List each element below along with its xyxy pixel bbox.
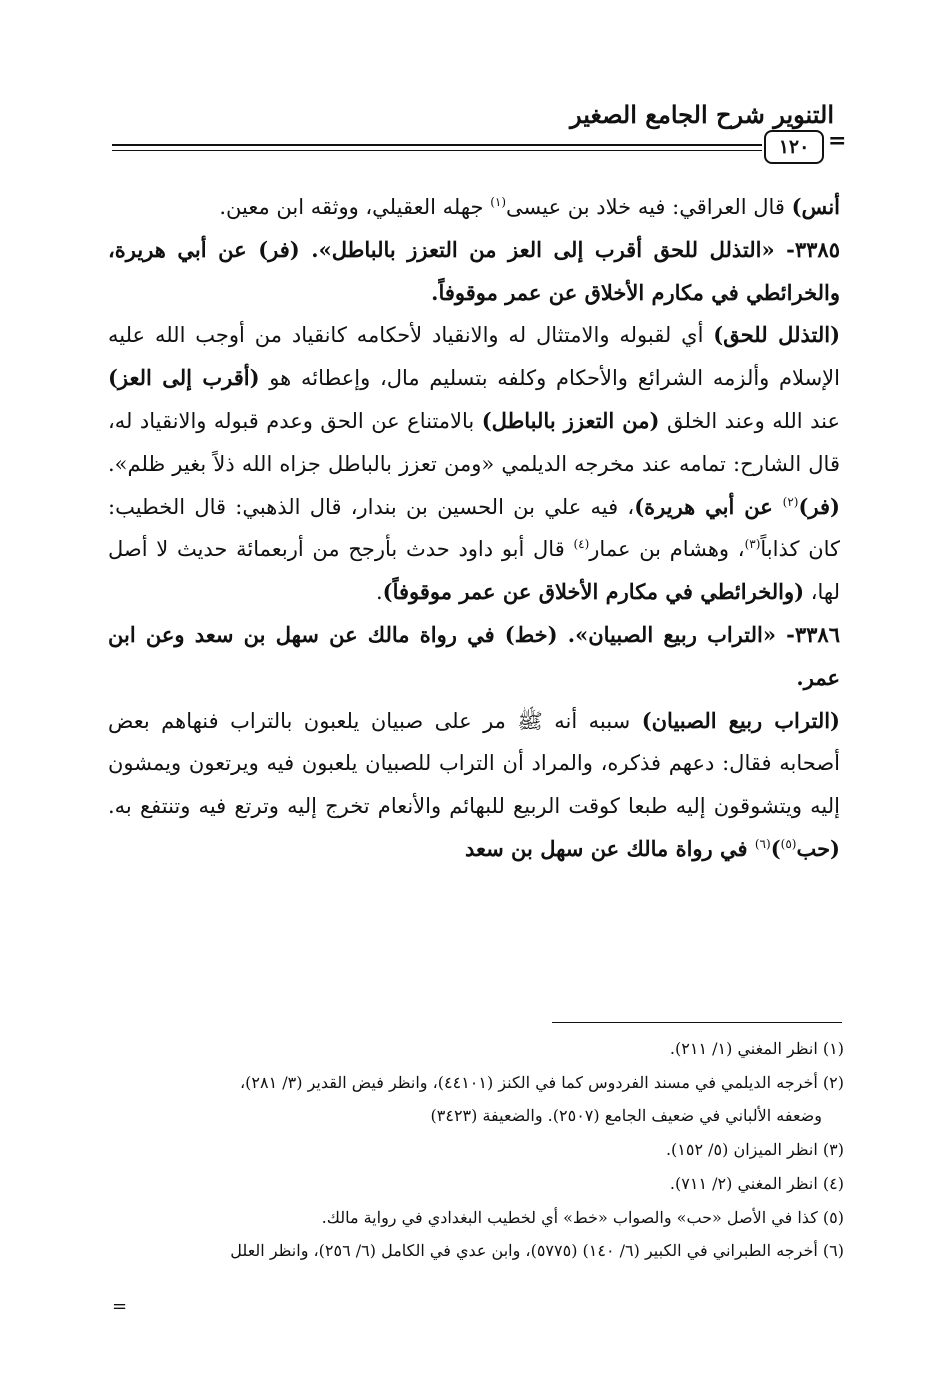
- hadith-3385: ٣٣٨٥- «التذلل للحق أقرب إلى العز من التعزز بالباطل». (فر) عن أبي هريرة، والخرائطي في مكارم الأخلاق عن عمر موقوفاً.: [108, 236, 840, 305]
- footnote-1: (١) انظر المغني (١/ ٢١١).: [669, 1039, 844, 1058]
- footnote-ref-6: (٦): [754, 836, 771, 851]
- book-title: التنوير شرح الجامع الصغير: [570, 100, 834, 129]
- commentary-3385: (التذلل للحق) أي لقبوله والامتثال له والانقياد لأحكامه كانقياد من أوجب الله عليه الإسلام وألزمه الشرائع والأحكام وكلفه بتسليم مال، وإعطائه هو (أقرب إلى العز) عند الله وعند الخلق (من التعزز بالباطل) بالامتناع عن الحق وعدم قبوله والانقياد له، قال الشارح: تمامه عند مخرجه الديلمي «ومن تعزز بالباطل جزاه الله ذلاً بغير ظلم». (فر)$^{(٢)}$ عن أبي هريرة)، فيه علي بن الحسين بن بندار، قال الذهبي: قال الخطيب: كان كذاباً$^{(٣)}$، وهشام بن عمار$^{(٤)}$ قال أبو داود حدث بأرجح من أربعمائة حديث لا أصل لها، (والخرائطي في مكارم الأخلاق عن عمر موقوفاً).: [108, 322, 841, 605]
- footnote-2: (٢) أخرجه الديلمي في مسند الفردوس كما في الكنز (٤٤١٠١)، وانظر فيض القدير (٣/ ٢٨١)،: [240, 1072, 844, 1092]
- main-text: [108, 186, 840, 871]
- paragraph-continuation: أنس) قال العراقي: فيه خلاد بن عيسى$^{(١)}$ جهله العقيلي، ووثقه ابن معين.: [219, 194, 840, 219]
- footnote-ref-2: (٢): [782, 494, 799, 509]
- footnote-4: (٤) انظر المغني (٢/ ٧١١).: [669, 1173, 844, 1193]
- footnote-ref-3: (٣): [744, 537, 761, 552]
- running-header: [112, 98, 847, 168]
- hadith-3386: ٣٣٨٦- «التراب ربيع الصبيان». (خط) في رواة مالك عن سهل بن سعد وعن ابن عمر.: [108, 621, 840, 690]
- commentary-3386: (التراب ربيع الصبيان) سببه أنه ﷺ مر على صبيان يلعبون بالتراب فنهاهم بعض أصحابه فقال: دعهم فذكره، والمراد أن التراب للصبيان يلعبون فيه ويرتعون ويمشون إليه ويتشوقون إليه طبعا كوقت الربيع للبهائم والأنعام تخرج إليه وترتع فيه وتنتفع به. (حب$^{(٥)}$)$^{(٦)}$ في رواة مالك عن سهل بن سعد: [108, 707, 840, 861]
- header-rule-bottom-left: [112, 150, 762, 151]
- footnote-ref-4: (٤): [573, 537, 590, 552]
- footnote-6: (٦) أخرجه الطبراني في الكبير (٦/ ١٤٠) (٥٧٧٥)، وابن عدي في الكامل (٦/ ٢٥٦)، وانظر العلل: [230, 1241, 844, 1261]
- header-rule-top-left: [112, 144, 762, 146]
- continuation-mark: =: [112, 1296, 128, 1317]
- header-mark: =: [828, 128, 847, 154]
- footnote-separator: [552, 1022, 842, 1023]
- footnote-ref-5: (٥): [780, 836, 797, 851]
- footnote-2-continued: وضعفه الألباني في ضعيف الجامع (٢٥٠٧). والضعيفة (٣٤٢٣): [430, 1106, 822, 1126]
- footnote-5: (٥) كذا في الأصل «حب» والصواب «خط» أي لخطيب البغدادي في رواية مالك.: [321, 1207, 844, 1227]
- page-number: ١٢٠: [764, 130, 824, 164]
- footnote-3: (٣) انظر الميزان (٥/ ١٥٢).: [665, 1140, 844, 1160]
- footnotes: [108, 1032, 844, 1268]
- footnote-ref-1: (١): [490, 195, 507, 209]
